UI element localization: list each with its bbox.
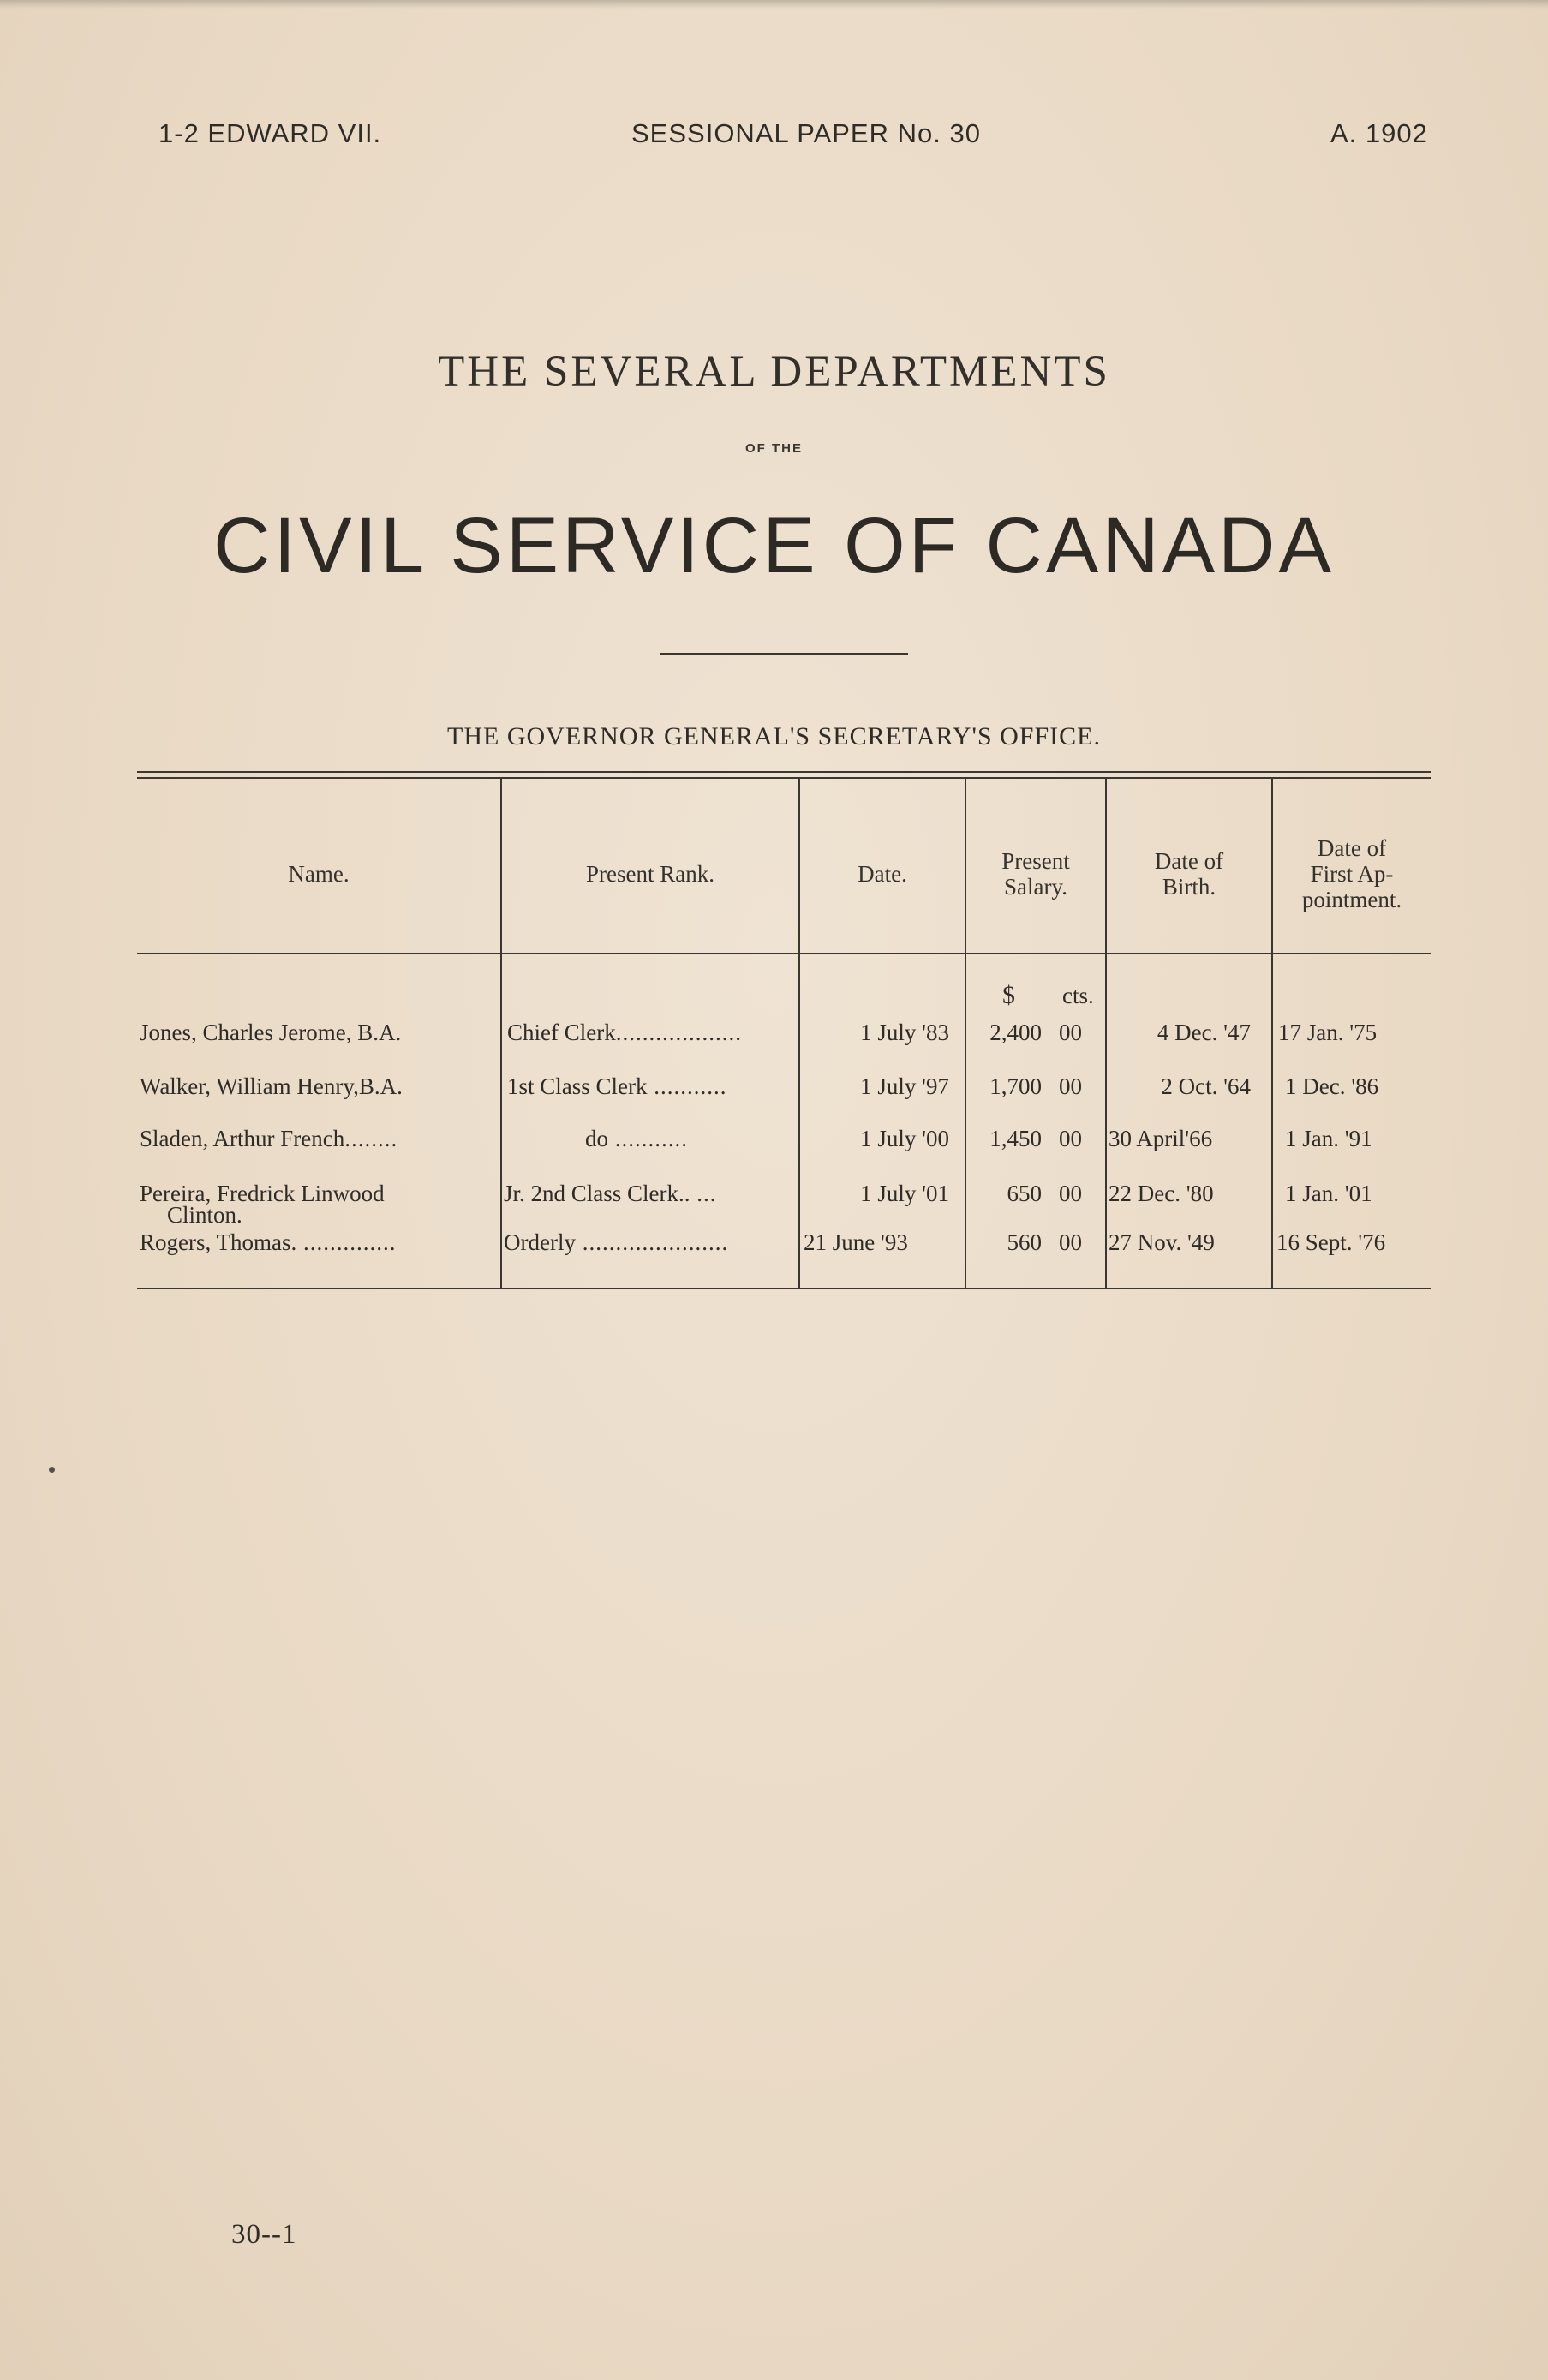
header-name: Name. bbox=[288, 861, 350, 887]
cell-name-text: Sladen, Arthur French bbox=[140, 1126, 345, 1151]
cell-date: 21 June '93 bbox=[804, 1229, 908, 1255]
title-line-1: THE SEVERAL DEPARTMENTS bbox=[438, 348, 1110, 396]
unit-dollars: $ bbox=[1002, 981, 1015, 1009]
cell-rank bbox=[507, 1020, 742, 1045]
cell-date: 1 July '97 bbox=[860, 1073, 949, 1099]
cell-birth: 2 Oct. '64 bbox=[1161, 1073, 1251, 1099]
cell-rank-text: 1st Class Clerk bbox=[507, 1073, 648, 1099]
cell-rank-text: Jr. 2nd Class Clerk.. bbox=[504, 1181, 690, 1206]
cell-date: 1 July '83 bbox=[860, 1020, 949, 1045]
cell-date: 1 July '00 bbox=[860, 1126, 949, 1151]
header-first-appointment-line-3: pointment. bbox=[1301, 887, 1402, 912]
cell-birth: 27 Nov. '49 bbox=[1109, 1229, 1215, 1255]
cell-salary-cents: 00 bbox=[1059, 1020, 1082, 1045]
leader-dots: ........... bbox=[608, 1126, 688, 1151]
cell-name: Walker, William Henry,B.A. bbox=[140, 1073, 403, 1099]
header-bottom-rule bbox=[137, 953, 1431, 954]
cell-first-appointment: 16 Sept. '76 bbox=[1276, 1229, 1386, 1255]
cell-birth: 4 Dec. '47 bbox=[1157, 1020, 1251, 1045]
unit-cents: cts. bbox=[1062, 983, 1094, 1008]
header-first-appointment bbox=[1273, 835, 1431, 912]
header-birth-line-2: Birth. bbox=[1162, 874, 1216, 900]
cell-rank bbox=[585, 1126, 688, 1151]
cell-salary-dollars: 2,400 bbox=[989, 1020, 1042, 1045]
cell-date: 1 July '01 bbox=[860, 1181, 949, 1206]
header-salary-line-2: Salary. bbox=[1004, 874, 1067, 900]
table-bottom-rule bbox=[137, 1288, 1431, 1289]
cell-name bbox=[140, 1126, 397, 1151]
cell-salary-dollars: 1,450 bbox=[989, 1126, 1042, 1151]
page-top-edge bbox=[0, 0, 1548, 9]
leader-dots: .............. bbox=[296, 1229, 397, 1255]
cell-salary-cents: 00 bbox=[1059, 1126, 1082, 1151]
cell-first-appointment: 17 Jan. '75 bbox=[1278, 1020, 1378, 1045]
header-first-appointment-line-2: First Ap- bbox=[1310, 861, 1394, 887]
running-head-left: 1-2 EDWARD VII. bbox=[158, 118, 382, 148]
cell-salary-cents: 00 bbox=[1059, 1181, 1082, 1206]
table-top-rule-1 bbox=[137, 771, 1431, 773]
running-head-center: SESSIONAL PAPER No. 30 bbox=[631, 118, 981, 148]
cell-name bbox=[140, 1229, 397, 1255]
cell-rank bbox=[504, 1181, 717, 1206]
cell-salary-dollars: 650 bbox=[1007, 1181, 1042, 1206]
table-top-rule-2 bbox=[137, 777, 1431, 779]
folio: 30--1 bbox=[231, 2219, 297, 2250]
cell-salary-dollars: 560 bbox=[1007, 1229, 1042, 1255]
cell-birth: 22 Dec. '80 bbox=[1109, 1181, 1214, 1206]
header-first-appointment-line-1: Date of bbox=[1317, 835, 1387, 861]
leader-dots: ...................... bbox=[575, 1229, 729, 1255]
header-birth bbox=[1107, 848, 1271, 900]
paper-speck bbox=[49, 1467, 55, 1473]
title-line-2: OF THE bbox=[745, 441, 803, 456]
cell-birth: 30 April'66 bbox=[1109, 1126, 1213, 1151]
title-divider bbox=[660, 653, 908, 655]
cell-salary-cents: 00 bbox=[1059, 1229, 1082, 1255]
cell-rank-text: Chief Clerk bbox=[507, 1020, 616, 1045]
cell-name: Pereira, Fredrick Linwood bbox=[140, 1181, 385, 1206]
cell-first-appointment: 1 Jan. '01 bbox=[1285, 1181, 1372, 1206]
cell-salary-dollars: 1,700 bbox=[989, 1073, 1042, 1099]
cell-name: Jones, Charles Jerome, B.A. bbox=[140, 1020, 402, 1045]
cell-name-continued: Clinton. bbox=[167, 1202, 242, 1228]
header-salary-line-1: Present bbox=[1001, 848, 1070, 874]
cell-first-appointment: 1 Dec. '86 bbox=[1285, 1073, 1379, 1099]
office-title: THE GOVERNOR GENERAL'S SECRETARY'S OFFICE. bbox=[447, 722, 1101, 750]
header-salary bbox=[966, 848, 1105, 900]
leader-dots: ........ bbox=[344, 1126, 398, 1151]
header-date: Date. bbox=[858, 861, 907, 887]
leader-dots: ... bbox=[690, 1181, 717, 1206]
leader-dots: ........... bbox=[647, 1073, 727, 1099]
title-line-3: CIVIL SERVICE OF CANADA bbox=[213, 502, 1335, 589]
cell-name-text: Rogers, Thomas. bbox=[140, 1229, 297, 1255]
column-divider-1 bbox=[500, 779, 502, 1288]
cell-rank bbox=[507, 1073, 727, 1099]
cell-rank bbox=[504, 1229, 728, 1255]
cell-rank-text: Orderly bbox=[504, 1229, 576, 1255]
header-rank: Present Rank. bbox=[586, 861, 714, 887]
header-birth-line-1: Date of bbox=[1154, 848, 1224, 874]
running-head-right: A. 1902 bbox=[1330, 118, 1428, 148]
cell-first-appointment: 1 Jan. '91 bbox=[1285, 1126, 1372, 1151]
leader-dots: ................... bbox=[615, 1020, 742, 1045]
cell-salary-cents: 00 bbox=[1059, 1073, 1082, 1099]
cell-rank-text: do bbox=[585, 1126, 608, 1151]
